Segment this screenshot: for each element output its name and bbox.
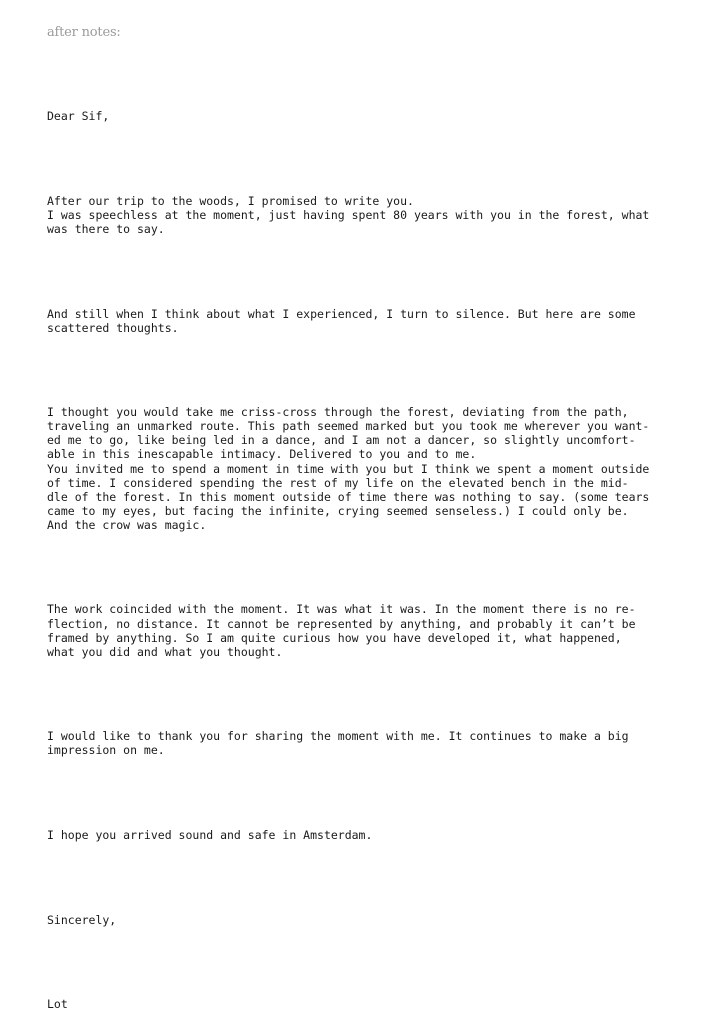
letter-greeting: Dear Sif, bbox=[47, 109, 110, 124]
paragraph-spacer bbox=[47, 560, 677, 574]
paragraph-spacer bbox=[47, 687, 677, 701]
paragraph-spacer bbox=[47, 151, 677, 165]
letter-closing: Sincerely, bbox=[47, 912, 117, 927]
letter-body bbox=[47, 81, 677, 1025]
letter-signature: Lot bbox=[47, 997, 68, 1012]
letter-paragraph-1: After our trip to the woods, I promised to write you. I was speechless at the moment, just having spent 80 years with you in the forest, what was there to say. bbox=[47, 193, 650, 236]
paragraph-spacer bbox=[47, 264, 677, 278]
page-header-title: after notes: bbox=[47, 25, 121, 40]
paragraph-spacer bbox=[47, 363, 677, 377]
letter-paragraph-2: And still when I think about what I experienced, I turn to silence. But here are some scattered thoughts. bbox=[47, 306, 636, 335]
letter-paragraph-3: I thought you would take me criss-cross through the forest, deviating from the path, traveling an unmarked route. This path seemed marked but you took me wherever you want- ed me to go, like being led in a dance, and I am not a dancer, so slightly uncomfort- able in this inescapable intimacy. Delivered to you and to me. You invited me to spend a moment in time with you but I think we spent a moment outside of time. I considered spending the rest of my life on the elevated bench in the mid- dle of the forest. In this moment outside of time there was nothing to say. (some tears came to my eyes, but facing the infinite, crying seemed senseless.) I could only be. And the crow was magic. bbox=[47, 405, 650, 532]
letter-paragraph-5: I would like to thank you for sharing the moment with me. It continues to make a big impression on me. bbox=[47, 729, 629, 758]
letter-paragraph-4: The work coincided with the moment. It was what it was. In the moment there is no re- flection, no distance. It cannot be represented by anything, and probably it can’t be framed by anything. So I am quite curious how you have developed it, what happened, what you did and what you thought. bbox=[47, 602, 636, 659]
paragraph-spacer bbox=[47, 786, 677, 800]
letter-paragraph-6: I hope you arrived sound and safe in Amsterdam. bbox=[47, 827, 373, 842]
paragraph-spacer bbox=[47, 955, 677, 969]
paragraph-spacer bbox=[47, 870, 677, 884]
